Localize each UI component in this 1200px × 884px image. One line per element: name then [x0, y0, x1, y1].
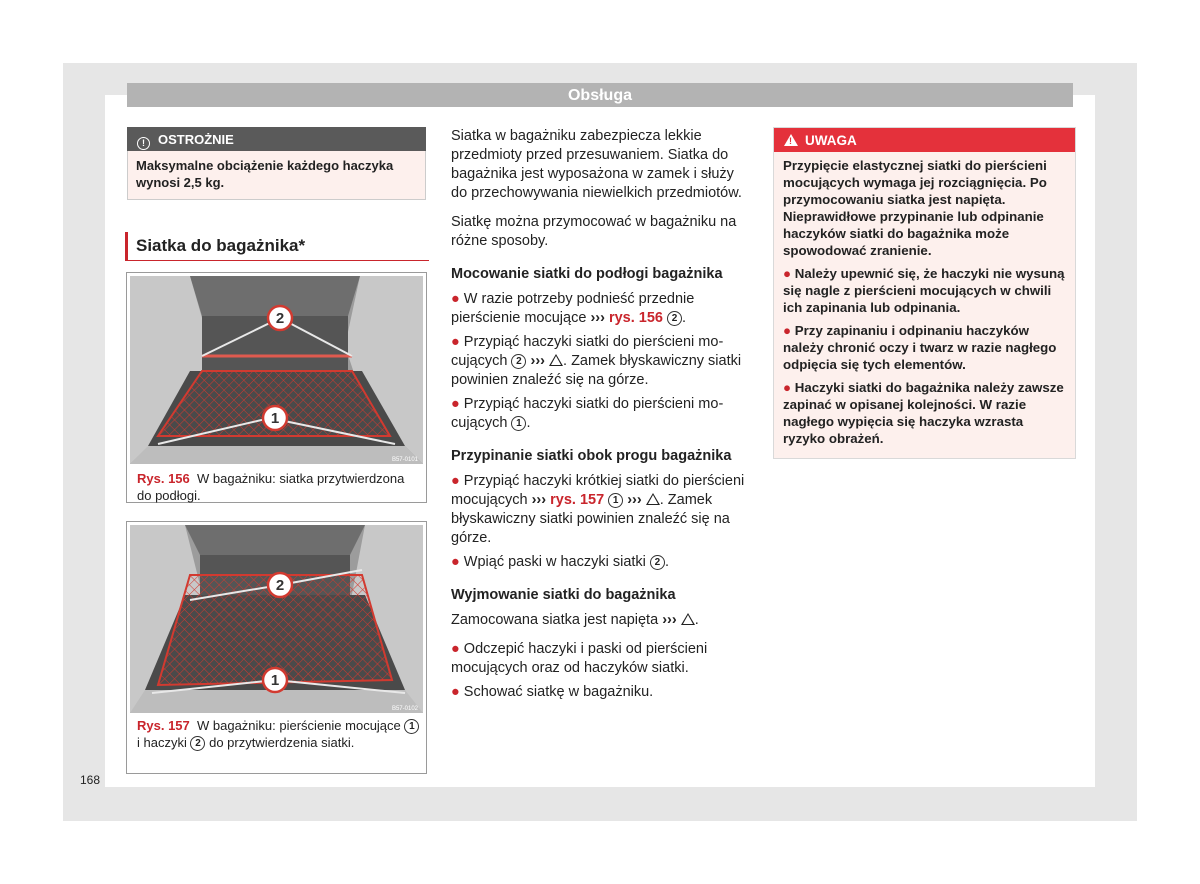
subheading-floor: Mocowanie siatki do podłogi bagażnika [451, 266, 723, 282]
caution-box [127, 127, 426, 200]
main-text-column [451, 127, 747, 707]
list-item-text: Przypiąć haczyki krótkiej siatki do pierścieni mocujących [451, 473, 745, 508]
list-item-text: . [526, 415, 531, 431]
callout-2: 2 [275, 577, 285, 594]
paragraph-text: . [694, 612, 699, 628]
warning-header [774, 128, 1075, 152]
reference-arrow: ››› [627, 492, 642, 508]
caution-heading: OSTROŻNIE [158, 132, 234, 147]
warning-bullet-text: Przy zapinaniu i odpinaniu haczyków należy chronić oczy i twarz w razie nagłego odpięcia się tych elementów. [783, 323, 1057, 372]
section-title [125, 232, 429, 261]
ref-number: 1 [511, 416, 526, 431]
list-item: ● Schować siatkę w bagażniku. [451, 684, 654, 700]
callout-1: 1 [270, 672, 280, 689]
figure-157 [126, 521, 427, 774]
list-item-text: Przypiąć haczyki siatki do pierścieni mocujących [451, 396, 724, 431]
intro-paragraph: Siatka w bagażniku zabezpiecza lekkie przedmioty przed przesuwaniem. Siatka do bagażnika jest wyposażona w zamek i służy do przechowywania niewielkich przedmiotów. [451, 128, 742, 201]
figure-caption [137, 717, 422, 751]
figure-code: B57-0101 [391, 457, 418, 463]
warning-triangle-icon [784, 134, 798, 146]
trunk-net-rings-illustration [130, 525, 423, 713]
subheading-removal: Wyjmowanie siatki do bagażnika [451, 587, 676, 603]
list-item: ● W razie potrzeby podnieść przednie pierścienie mocujące ››› rys. 156 2 . [451, 291, 695, 326]
figure-caption-text: i haczyki [137, 735, 187, 750]
warning-paragraph: Przypięcie elastycznej siatki do pierścieni mocujących wymaga jej rozciągnięcia. Po przymocowaniu siatka jest napięta. Nieprawidłowe przypinanie lub odpinanie haczyków siatki do bagażnika może spowodować zranienie. [783, 158, 1047, 258]
section-title-text: Siatka do bagażnika* [136, 236, 306, 255]
figure-label: Rys. 157 [137, 718, 190, 733]
reference-arrow: ››› [530, 353, 545, 369]
list-item: ● Przypiąć haczyki krótkiej siatki do pierścieni mocujących ››› rys. 157 1 ››› . Zamek błyskawiczny siatki powinien znaleźć się na górze. [451, 473, 745, 546]
info-circle-icon: ! [137, 137, 150, 150]
warning-bullet: ● Haczyki siatki do bagażnika należy zawsze zapinać w opisanej kolejności. W razie nagłego wypięcia się haczyka wzrasta ryzyko obrażeń. [783, 380, 1064, 446]
list-item: ● Przypiąć haczyki siatki do pierścieni mocujących 1 . [451, 396, 724, 431]
chapter-header: Obsługa [127, 83, 1073, 107]
warning-bullet-text: Należy upewnić się, że haczyki nie wysuną się nagle z pierścieni mocujących w chwili ich zapinania lub odpinania. [783, 266, 1065, 315]
figure-156 [126, 272, 427, 503]
warning-body [774, 152, 1075, 458]
figure-caption [137, 470, 422, 504]
caution-text: Maksymalne obciążenie każdego haczyka wynosi 2,5 kg. [127, 151, 426, 200]
callout-2: 2 [275, 310, 285, 327]
ref-number: 2 [667, 311, 682, 326]
list-item: ● Odczepić haczyki i paski od pierścieni mocujących oraz od haczyków siatki. [451, 641, 708, 676]
figure-caption-text: W bagażniku: pierścienie mocujące [197, 718, 401, 733]
warning-triangle-icon[interactable] [646, 493, 660, 505]
list-item: ● Przypiąć haczyki siatki do pierścieni mocujących 2 ››› . Zamek błyskawiczny siatki powinien znaleźć się na górze. [451, 334, 742, 388]
reference-arrow: ››› [662, 612, 677, 628]
list-item: ● Wpiąć paski w haczyki siatki 2 . [451, 554, 669, 570]
ref-number: 2 [511, 354, 526, 369]
list-item-text: . [682, 310, 687, 326]
subheading-threshold: Przypinanie siatki obok progu bagażnika [451, 448, 732, 464]
intro-paragraph-2: Siatkę można przymocować w bagażniku na różne sposoby. [451, 214, 737, 249]
list-item-text: Przypiąć haczyki siatki do pierścieni mocujących [451, 334, 724, 369]
ref-number: 2 [650, 555, 665, 570]
warning-bullet-text: Haczyki siatki do bagażnika należy zawsze zapinać w opisanej kolejności. W razie nagłego wypięcia się haczyka wzrasta ryzyko obrażeń. [783, 380, 1064, 446]
reference-arrow: ››› [590, 310, 605, 326]
ref-number: 1 [608, 493, 623, 508]
warning-bullet: ● Należy upewnić się, że haczyki nie wysuną się nagle z pierścieni mocujących w chwili ich zapinania lub odpinania. [783, 266, 1065, 315]
list-item-text: . Zamek błyskawiczny siatki powinien znaleźć się na górze. [451, 492, 730, 546]
ref-number: 2 [190, 736, 205, 751]
figure-reference-link[interactable]: rys. 157 [550, 492, 605, 508]
warning-bullet: ● Przy zapinaniu i odpinaniu haczyków należy chronić oczy i twarz w razie nagłego odpięcia się tych elementów. [783, 323, 1057, 372]
paragraph-text: Zamocowana siatka jest napięta [451, 612, 659, 628]
figure-caption-text: W bagażniku: siatka przytwierdzona do podłogi. [137, 471, 405, 503]
figure-caption-text: do przytwierdzenia siatki. [209, 735, 355, 750]
list-item-text: . Zamek błyskawiczny siatki powinien znaleźć się na górze. [451, 353, 742, 388]
page-number: 168 [80, 773, 101, 787]
ref-number: 1 [404, 719, 419, 734]
list-item-text: Odczepić haczyki i paski od pierścieni mocujących oraz od haczyków siatki. [451, 641, 708, 676]
warning-box [773, 127, 1076, 459]
list-item-text: . [664, 554, 669, 570]
figure-code: B57-0102 [391, 706, 418, 712]
warning-triangle-icon[interactable] [549, 354, 563, 366]
list-item-text: Schować siatkę w bagażniku. [463, 684, 654, 700]
callout-1: 1 [270, 410, 280, 427]
warning-triangle-icon[interactable] [681, 613, 695, 625]
figure-label: Rys. 156 [137, 471, 190, 486]
trunk-net-floor-illustration [130, 276, 423, 464]
reference-arrow: ››› [531, 492, 547, 508]
list-item-text: Wpiąć paski w haczyki siatki [463, 554, 646, 570]
removal-paragraph [451, 611, 747, 630]
list-item-text: W razie potrzeby podnieść przednie pierścienie mocujące [451, 291, 695, 326]
figure-reference-link[interactable]: rys. 156 [608, 310, 663, 326]
caution-header [127, 127, 426, 151]
warning-heading: UWAGA [805, 133, 857, 148]
